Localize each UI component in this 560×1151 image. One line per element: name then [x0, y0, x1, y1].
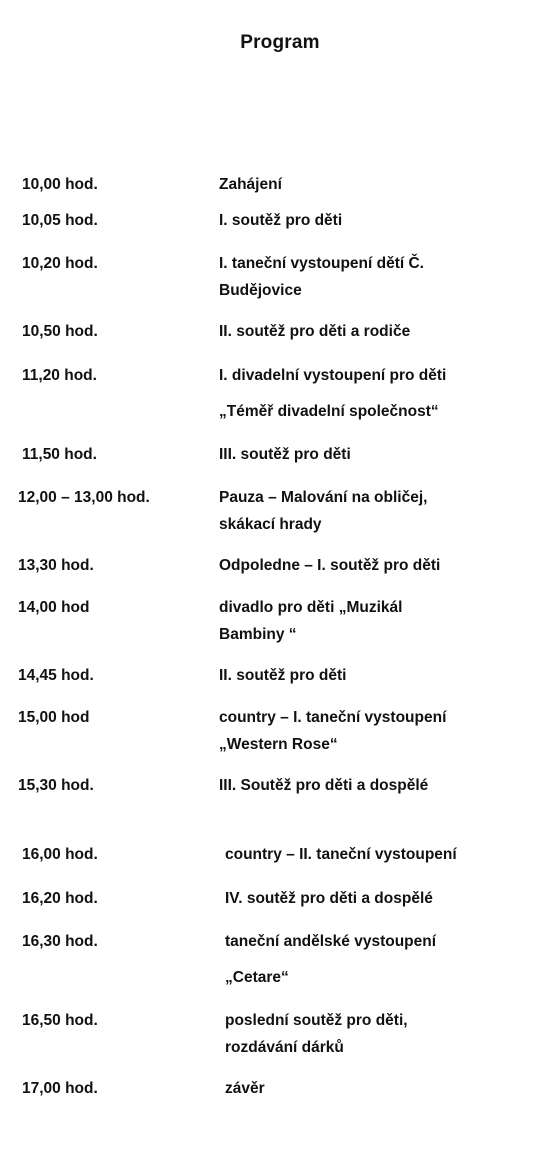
schedule-time: 10,00 hod.	[22, 176, 98, 193]
schedule-event-line: II. soutěž pro děti	[219, 667, 347, 684]
schedule-time: 16,50 hod.	[22, 1012, 98, 1029]
schedule-time: 17,00 hod.	[22, 1080, 98, 1097]
schedule-time: 10,20 hod.	[22, 255, 98, 272]
schedule-time: 13,30 hod.	[18, 557, 94, 574]
schedule-event	[225, 1007, 408, 1061]
schedule-event	[225, 841, 457, 868]
schedule-event-line: taneční andělské vystoupení	[225, 933, 437, 950]
schedule-event-line: skákací hrady	[219, 516, 322, 533]
schedule-time: 15,00 hod	[18, 709, 90, 726]
schedule-event	[219, 171, 282, 198]
schedule-time: 14,00 hod	[18, 599, 90, 616]
schedule-event	[225, 928, 436, 955]
schedule-time: 11,20 hod.	[22, 367, 97, 384]
schedule-event-line: IV. soutěž pro děti a dospělé	[225, 890, 433, 907]
schedule-event-line: country – II. taneční vystoupení	[225, 846, 457, 863]
schedule-event-line: „Téměř divadelní společnost“	[219, 403, 439, 420]
schedule-event-line: divadlo pro děti „Muzikál	[219, 599, 403, 616]
schedule-event	[225, 964, 289, 991]
schedule-time: 12,00 – 13,00 hod.	[18, 489, 150, 506]
schedule-time: 11,50 hod.	[22, 446, 97, 463]
schedule-event-line: „Cetare“	[225, 969, 289, 986]
page-title: Program	[240, 32, 320, 53]
schedule-event	[219, 362, 446, 389]
schedule-event	[219, 594, 402, 648]
schedule-event-line: Odpoledne – I. soutěž pro děti	[219, 557, 441, 574]
schedule-event	[219, 662, 346, 689]
schedule-event-line: Pauza – Malování na obličej,	[219, 489, 428, 506]
schedule-event-line: I. taneční vystoupení dětí Č.	[219, 255, 424, 272]
schedule-event	[219, 398, 439, 425]
schedule-time: 16,30 hod.	[22, 933, 98, 950]
schedule-event-line: Budějovice	[219, 282, 302, 299]
schedule-event	[219, 207, 342, 234]
schedule-event-line: závěr	[225, 1080, 265, 1097]
schedule-event	[225, 1075, 265, 1102]
schedule-event	[219, 772, 428, 799]
schedule-event-line: „Western Rose“	[219, 736, 338, 753]
schedule-event	[219, 250, 424, 304]
schedule-time: 15,30 hod.	[18, 777, 94, 794]
schedule-event-line: I. soutěž pro děti	[219, 212, 343, 229]
schedule-event-line: III. Soutěž pro děti a dospělé	[219, 777, 429, 794]
schedule-event	[219, 484, 427, 538]
schedule-event	[219, 318, 410, 345]
schedule-event-line: III. soutěž pro děti	[219, 446, 351, 463]
schedule-event	[219, 552, 440, 579]
schedule-event-line: I. divadelní vystoupení pro děti	[219, 367, 447, 384]
schedule-event-line: II. soutěž pro děti a rodiče	[219, 323, 411, 340]
schedule-time: 14,45 hod.	[18, 667, 94, 684]
schedule-event-line: Bambiny “	[219, 626, 297, 643]
schedule-event-line: poslední soutěž pro děti,	[225, 1012, 408, 1029]
schedule-event-line: country – I. taneční vystoupení	[219, 709, 447, 726]
schedule-event	[219, 704, 446, 758]
schedule-time: 10,05 hod.	[22, 212, 98, 229]
schedule-time: 16,20 hod.	[22, 890, 98, 907]
schedule-event	[219, 441, 351, 468]
schedule-event	[225, 885, 433, 912]
schedule-event-line: rozdávání dárků	[225, 1039, 344, 1056]
schedule-time: 10,50 hod.	[22, 323, 98, 340]
schedule-event-line: Zahájení	[219, 176, 282, 193]
schedule-time: 16,00 hod.	[22, 846, 98, 863]
